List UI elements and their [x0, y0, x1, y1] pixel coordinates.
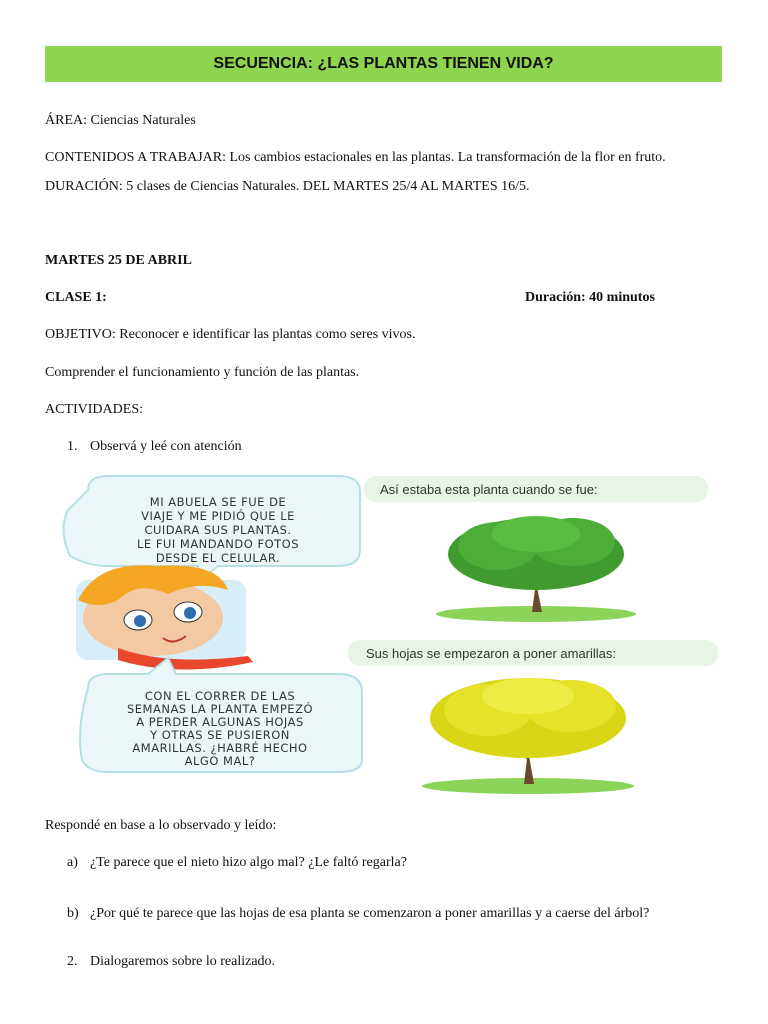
date-heading: MARTES 25 DE ABRIL: [45, 253, 192, 268]
bubble-top-line-4: LE FUI MANDANDO FOTOS: [136, 537, 300, 551]
item1-text: Observá y leé con atención: [90, 439, 242, 454]
item1-number: 1.: [67, 439, 78, 454]
bubble-bottom-line-1: CON EL CORRER DE LAS: [144, 689, 296, 703]
area-line: ÁREA: Ciencias Naturales: [45, 113, 196, 128]
question-a-letter: a): [67, 855, 78, 870]
yellow-tree-image: [422, 678, 634, 794]
speech-bubble-top: [63, 476, 360, 582]
caption-bottom: [348, 640, 718, 666]
class-heading: CLASE 1:: [45, 290, 107, 305]
caption-top-text: Así estaba esta planta cuando se fue:: [380, 482, 598, 497]
caption-bottom-text: Sus hojas se empezaron a poner amarillas:: [366, 646, 617, 661]
illustration: [48, 470, 720, 800]
speech-bubble-bottom: [80, 658, 362, 772]
class-duration: Duración: 40 minutos: [525, 290, 655, 305]
bubble-bottom-line-3: A PERDER ALGUNAS HOJAS: [136, 715, 304, 729]
page-title: SECUENCIA: ¿LAS PLANTAS TIENEN VIDA?: [213, 55, 554, 72]
contenidos-line: CONTENIDOS A TRABAJAR: Los cambios estacionales en las plantas. La transformación de la flor en fruto.: [45, 150, 666, 165]
bubble-top-line-5: DESDE EL CELULAR.: [155, 551, 281, 565]
comprender-line: Comprender el funcionamiento y función de las plantas.: [45, 365, 360, 380]
boy-character: [76, 565, 253, 669]
bubble-top-line-1: MI ABUELA SE FUE DE: [149, 495, 287, 509]
question-b: ¿Por qué te parece que las hojas de esa planta se comenzaron a poner amarillas y a caerse del árbol?: [90, 906, 650, 921]
bubble-top-line-3: CUIDARA SUS PLANTAS.: [144, 523, 292, 537]
question-a: ¿Te parece que el nieto hizo algo mal? ¿Le faltó regarla?: [90, 855, 407, 870]
green-tree-image: [436, 516, 636, 622]
bubble-top-line-2: VIAJE Y ME PIDIÓ QUE LE: [141, 509, 295, 523]
respond-heading: Respondé en base a lo observado y leído:: [45, 818, 277, 833]
objective-line: OBJETIVO: Reconocer e identificar las plantas como seres vivos.: [45, 327, 416, 342]
bubble-bottom-line-6: ALGO MAL?: [184, 754, 256, 768]
bubble-bottom-line-5: AMARILLAS. ¿HABRÉ HECHO: [132, 741, 308, 755]
question-b-letter: b): [67, 906, 79, 921]
title-banner: [45, 46, 722, 82]
bubble-bottom-line-2: SEMANAS LA PLANTA EMPEZÓ: [126, 702, 314, 716]
item2-number: 2.: [67, 954, 78, 969]
item2-text: Dialogaremos sobre lo realizado.: [90, 954, 276, 969]
activities-heading: ACTIVIDADES:: [45, 402, 143, 417]
duracion-line: DURACIÓN: 5 clases de Ciencias Naturales. DEL MARTES 25/4 AL MARTES 16/5.: [45, 179, 530, 194]
bubble-bottom-line-4: Y OTRAS SE PUSIERON: [150, 728, 290, 742]
caption-top: [364, 476, 708, 502]
